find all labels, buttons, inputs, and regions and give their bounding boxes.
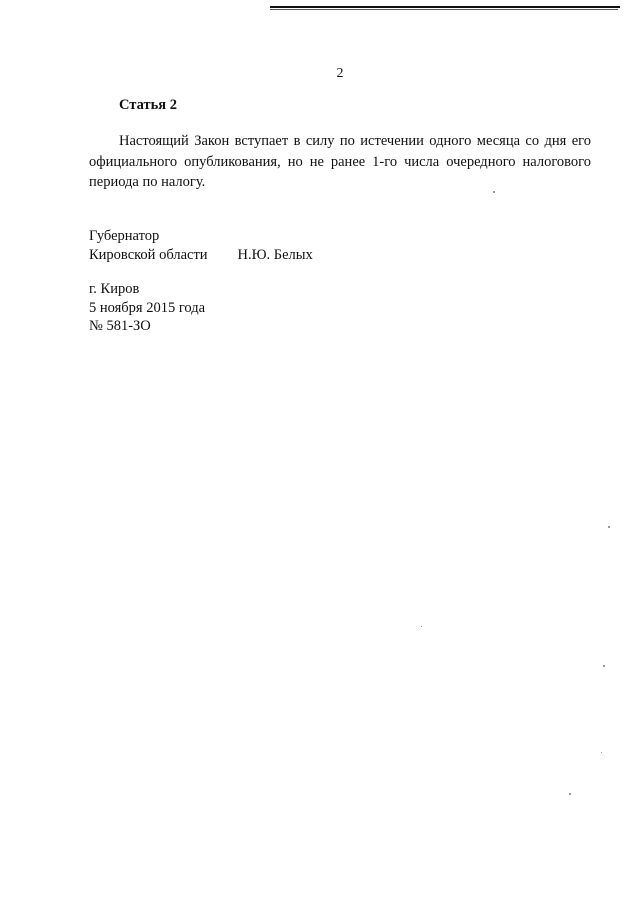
scan-speck xyxy=(569,793,571,795)
scan-speck xyxy=(601,752,602,753)
law-date: 5 ноября 2015 года xyxy=(89,299,206,316)
signer-title-line2-row xyxy=(89,246,313,265)
scan-border-line-thin xyxy=(270,9,618,10)
scan-speck xyxy=(493,191,495,193)
article-heading: Статья 2 xyxy=(119,97,177,113)
article-paragraph: Настоящий Закон вступает в силу по истечении одного месяца со дня его официального опубликования, но не ранее 1-го числа очередного налогового периода по налогу. xyxy=(89,133,591,190)
signer-name: Н.Ю. Белых xyxy=(237,247,313,263)
scan-speck xyxy=(608,526,610,528)
signature-block xyxy=(89,227,313,265)
place-date-block xyxy=(89,280,205,336)
city: г. Киров xyxy=(89,281,140,297)
law-number: № 581-ЗО xyxy=(89,318,151,334)
signer-title-line1: Губернатор xyxy=(89,228,160,244)
scan-speck xyxy=(421,626,422,627)
scan-border-line xyxy=(270,6,620,8)
page-number: 2 xyxy=(336,66,344,81)
signer-title-line2: Кировской области xyxy=(89,247,208,263)
scan-speck xyxy=(603,665,605,667)
